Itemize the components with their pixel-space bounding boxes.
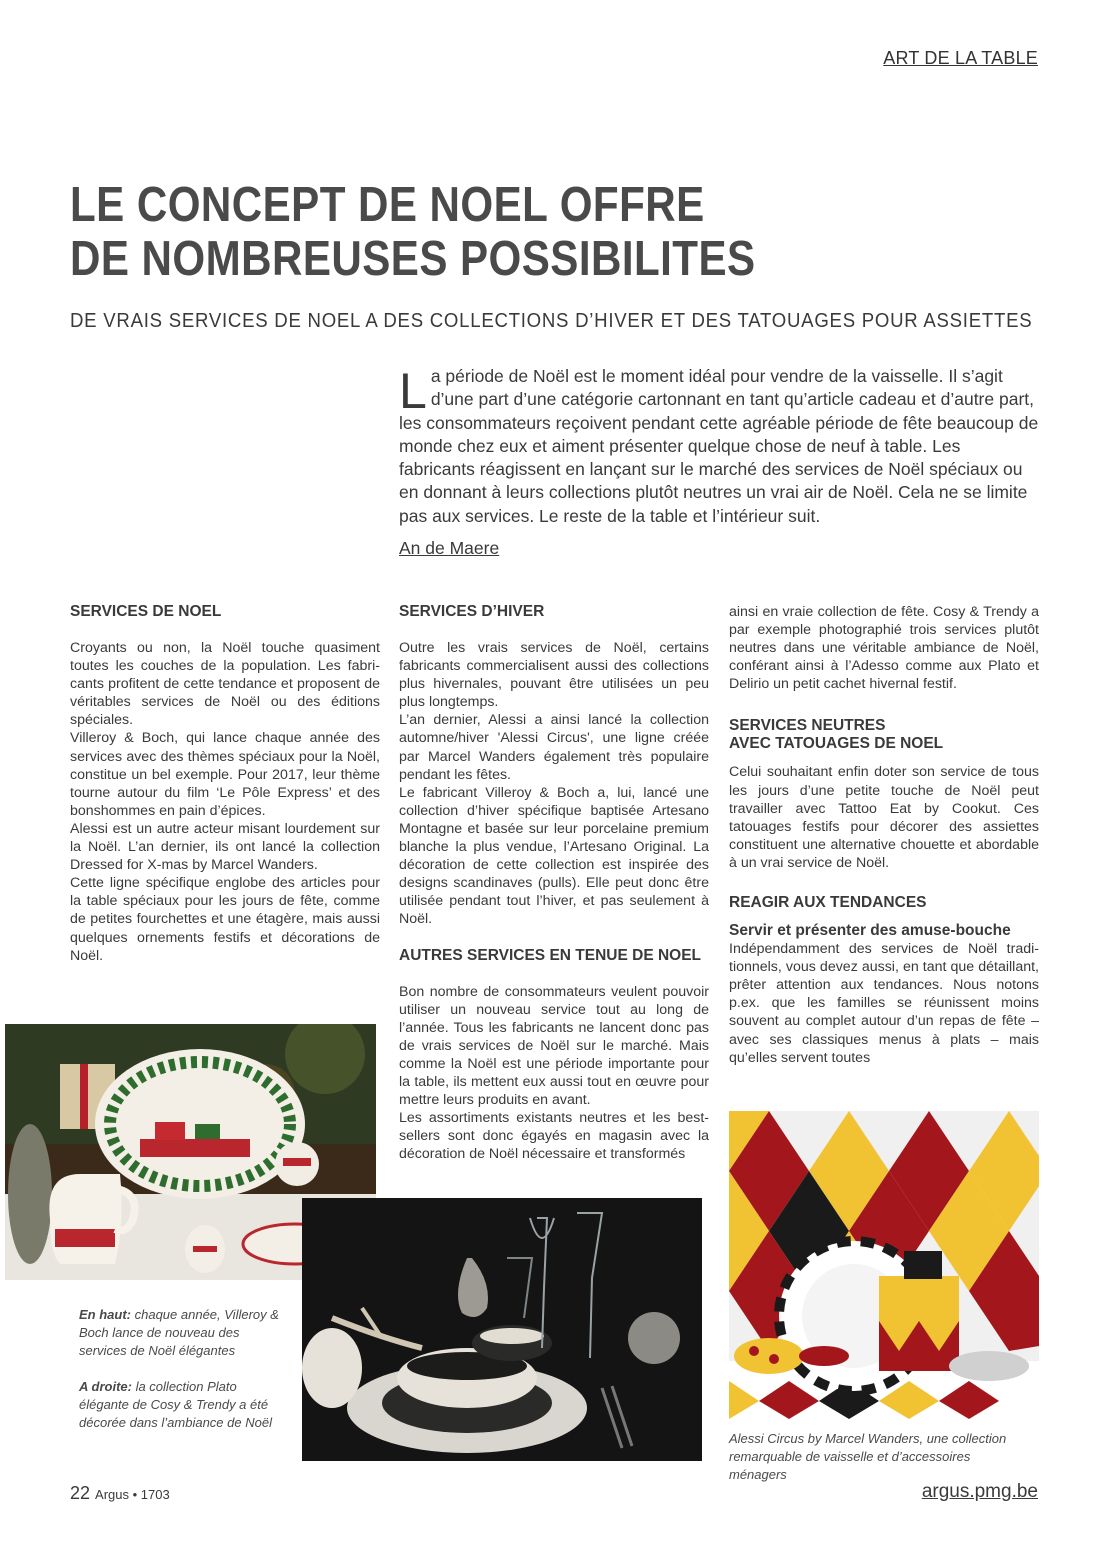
heading-autres-services: AUTRES SERVICES EN TENUE DE NOEL [399,946,702,964]
column-2 [399,603,709,1163]
caption-right-photo: A droite: la collection Plato élégante de Cosy & Trendy a été décorée dans l’ambiance de Noël [79,1379,272,1430]
paragraph: ainsi en vraie collection de fête. Cosy & Trendy a par exemple photographié trois services plutôt neutres dans une véritable ambiance de Noël, conférant ainsi à l’Adesso comme aux Plato et Delirio un petit cachet hivernal festif. [729,604,1039,693]
caption-left [79,1306,279,1432]
photo-cosy-trendy-plato [302,1198,702,1461]
intro-text: a période de Noël est le moment idéal pour vendre de la vaisselle. Il s’agit d’une part d’une catégorie cartonnant en tant qu’article cadeau et d’autre part, les consommateurs reçoivent pendant cette agréable période de fête beaucoup de monde chez eux et aiment présenter quelque chose de neuf à table. Les fabricants réagissent en lançant sur le marché des services de Noël spéciaux ou en donnant à leurs collections plutôt neutres un vrai air de Noël. Cela ne se limite pas aux services. Le reste de la table et l’intérieur suit. [399,366,1039,526]
photo-alessi-circus [729,1111,1039,1419]
magazine-issue: Argus • 1703 [95,1487,170,1502]
caption-alessi: Alessi Circus by Marcel Wanders, une collection remarquable de vaisselle et d’accessoires ménagers [729,1431,1007,1482]
heading-services-hiver: SERVICES D’HIVER [399,603,545,620]
website-link[interactable]: argus.pmg.be [921,1481,1038,1502]
heading-reagir: REAGIR AUX TENDANCES [729,894,927,912]
article-subtitle: DE VRAIS SERVICES DE NOEL A DES COLLECTIONS D’HIVER ET DES TATOUAGES POUR ASSIETTES [70,310,1033,332]
article-intro [399,365,1039,528]
page-number: 22 [70,1483,91,1503]
caption-label: En haut: [79,1307,131,1322]
paragraph: Bon nombre de consommateurs veulent pouvoir utiliser un nouveau service tout au long de l’année. Tous les fabricants ne lancent donc pas de vrais services de Noël sur le marché. Mais comme la Noël est une période importante pour la table, ils mettent eux aussi tout en œuvre pour mettre leurs produits en avant. [399,983,709,1109]
paragraph: Cette ligne spécifique englobe des articles pour la table spéciaux pour les jours de fête, comme de petites fourchettes et une étagère, mais aussi quelques ornements festifs et décorations de Noël. [70,875,380,964]
footer-page-info [70,1483,170,1504]
subheading-amuse-bouche: Servir et présenter des amuse-bouche [729,922,1011,940]
paragraph: Le fabricant Villeroy & Boch a, lui, lancé une collection d’hiver spécifique baptisée Artesano Montagne et basée sur leur porcelaine premium blanche la plus vendue, l’Artesano Original. La décoration de cette collection est inspirée des designs scandinaves (pulls). Elle peut donc être utilisée pendant tout l’hiver, et pas seulement à Noël. [399,784,709,928]
title-line-2: DE NOMBREUSES POSSIBILITES [70,232,756,286]
paragraph: Les assortiments existants neutres et les best-sellers sont donc égayés en magasin avec la décoration de Noël nécessaire et transformés [399,1110,709,1163]
paragraph: Celui souhaitant enfin doter son service de tous les jours d’une petite touche de Noël peut travailler avec Tattoo Eat by Cookut. Ces tatouages festifs pour décorer des assiettes constituent une alternative chouette et abordable à un vrai service de Noël. [729,764,1039,871]
author-link[interactable]: An de Maere [399,538,500,558]
caption-label: A droite: [79,1379,132,1394]
section-tag: ART DE LA TABLE [883,48,1038,68]
article-title [70,178,844,286]
title-line-1: LE CONCEPT DE NOEL OFFRE [70,178,705,232]
heading-services-neutres-2: AVEC TATOUAGES DE NOEL [729,735,944,753]
paragraph: Croyants ou non, la Noël touche quasiment toutes les couches de la population. Les fabricants profitent de cette tendance et proposent de véritables services de Noël ou des éditions spéciales. [70,640,380,729]
paragraph: L’an dernier, Alessi a ainsi lancé la collection automne/hiver 'Alessi Circus', une ligne créée par Marcel Wanders également très populaire pendant les fêtes. [399,712,709,783]
column-1 [70,603,380,965]
heading-services-neutres-1: SERVICES NEUTRES [729,717,886,735]
paragraph: Outre les vrais services de Noël, certains fabricants commercialisent aussi des collections plus hivernales, pouvant être utilisées un peu plus longtemps. [399,640,709,711]
paragraph: Indépendamment des services de Noël traditionnels, vous devez aussi, en tant que détaillant, prêter attention aux tendances. Nous notons p.ex. que les familles se réunissent moins souvent au complet autour d’un repas de fête – avec ses classiques menus à plats – mais qu’elles servent toutes [729,941,1039,1066]
paragraph: Alessi est un autre acteur misant lourdement sur la Noël. L’an dernier, ils ont lancé la collection Dressed for X-mas by Marcel Wanders. [70,820,380,874]
column-3 [729,603,1039,1067]
drop-cap: L [399,363,427,419]
paragraph: Villeroy & Boch, qui lance chaque année des services avec des thèmes spéciaux pour la Noël, constitue un bel exemple. Pour 2017, leur thème tourne autour du film ‘Le Pôle Express’ et des bonshommes en pain d’épices. [70,730,380,819]
heading-services-de-noel: SERVICES DE NOEL [70,603,222,620]
caption-top: En haut: chaque année, Villeroy & Boch lance de nouveau des services de Noël élégantes [79,1307,279,1358]
